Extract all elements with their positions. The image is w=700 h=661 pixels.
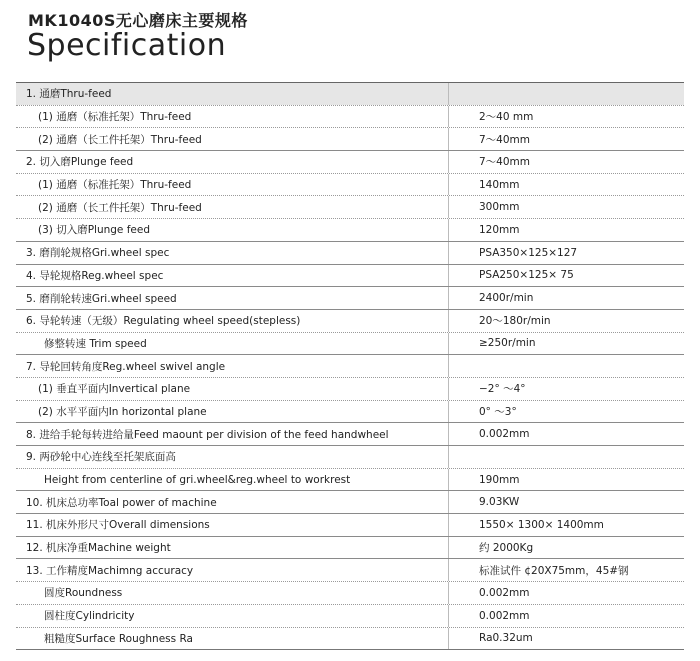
spec-label: 4. 导轮规格Reg.wheel spec xyxy=(26,269,164,282)
spec-row xyxy=(16,354,684,377)
spec-value: 1550× 1300× 1400mm xyxy=(448,514,684,536)
spec-row xyxy=(16,490,684,513)
spec-row xyxy=(16,150,684,173)
spec-value: 7～40mm xyxy=(448,128,684,150)
spec-value: 120mm xyxy=(448,219,684,241)
spec-label: Height from centerline of gri.wheel&reg.wheel to workrest xyxy=(44,473,351,486)
spec-label: 3. 磨削轮规格Gri.wheel spec xyxy=(26,247,170,260)
spec-value: ≥250r/min xyxy=(448,333,684,355)
spec-row xyxy=(16,377,684,400)
spec-label: (3) 切入磨Plunge feed xyxy=(38,224,151,237)
spec-row xyxy=(16,445,684,468)
spec-label: 12. 机床净重Machine weight xyxy=(26,542,171,555)
spec-value: 190mm xyxy=(448,469,684,491)
spec-row xyxy=(16,127,684,150)
spec-value: 300mm xyxy=(448,196,684,218)
spec-row xyxy=(16,264,684,287)
spec-row xyxy=(16,558,684,581)
spec-value: −2° ～4° xyxy=(448,378,684,400)
spec-label: 8. 进给手轮每转进给量Feed maount per division of the feed handwheel xyxy=(26,428,389,441)
spec-value xyxy=(448,355,684,377)
spec-value: 7～40mm xyxy=(448,151,684,173)
spec-label: 10. 机床总功率Toal power of machine xyxy=(26,496,217,509)
spec-value: PSA350×125×127 xyxy=(448,242,684,264)
spec-row xyxy=(16,286,684,309)
spec-row xyxy=(16,105,684,128)
spec-label: (1) 通磨（标准托架）Thru-feed xyxy=(38,179,192,192)
spec-label: 1. 通磨Thru-feed xyxy=(26,88,112,101)
spec-label: 2. 切入磨Plunge feed xyxy=(26,156,134,169)
spec-label: 6. 导轮转速（无级）Regulating wheel speed(stepless) xyxy=(26,315,301,328)
spec-value: 约 2000Kg xyxy=(448,537,684,559)
spec-row xyxy=(16,581,684,604)
spec-value: 2400r/min xyxy=(448,287,684,309)
spec-row xyxy=(16,309,684,332)
spec-label: 圆柱度Cylindricity xyxy=(44,610,135,623)
spec-label: (2) 通磨（长工件托架）Thru-feed xyxy=(38,201,202,214)
spec-row xyxy=(16,513,684,536)
spec-row xyxy=(16,422,684,445)
spec-value: PSA250×125× 75 xyxy=(448,265,684,287)
spec-value: 140mm xyxy=(448,174,684,196)
spec-row xyxy=(16,627,684,650)
spec-label: 7. 导轮回转角度Reg.wheel swivel angle xyxy=(26,360,226,373)
spec-row xyxy=(16,468,684,491)
spec-value xyxy=(448,446,684,468)
spec-row xyxy=(16,604,684,627)
spec-row xyxy=(16,400,684,423)
spec-row xyxy=(16,195,684,218)
spec-value: 0.002mm xyxy=(448,423,684,445)
spec-row xyxy=(16,82,684,105)
title-chinese: MK1040S无心磨床主要规格 xyxy=(28,11,248,30)
spec-table xyxy=(16,82,684,650)
spec-row xyxy=(16,332,684,355)
spec-label: (2) 水平平面内In horizontal plane xyxy=(38,405,207,418)
spec-row xyxy=(16,536,684,559)
spec-value: Ra0.32um xyxy=(448,628,684,650)
spec-value: 2～40 mm xyxy=(448,106,684,128)
spec-value: 20～180r/min xyxy=(448,310,684,332)
spec-label: 9. 两砂轮中心连线至托架底面高 xyxy=(26,451,176,464)
spec-label: 5. 磨削轮转速Gri.wheel speed xyxy=(26,292,177,305)
spec-label: 修整转速 Trim speed xyxy=(44,337,147,350)
spec-value: 9.03KW xyxy=(448,491,684,513)
spec-label: (2) 通磨（长工件托架）Thru-feed xyxy=(38,133,202,146)
spec-value: 0° ～3° xyxy=(448,401,684,423)
spec-value: 标准试件 ¢20X75mm，45#钢 xyxy=(448,559,684,581)
spec-row xyxy=(16,241,684,264)
spec-label: 圆度Roundness xyxy=(44,587,123,600)
spec-label: 11. 机床外形尺寸Overall dimensions xyxy=(26,519,210,532)
spec-label: 13. 工作精度Machimng accuracy xyxy=(26,564,194,577)
spec-row xyxy=(16,218,684,241)
spec-label: (1) 通磨（标准托架）Thru-feed xyxy=(38,111,192,124)
spec-label: (1) 垂直平面内Invertical plane xyxy=(38,383,191,396)
spec-value: 0.002mm xyxy=(448,605,684,627)
spec-row xyxy=(16,173,684,196)
spec-label: 粗糙度Surface Roughness Ra xyxy=(44,632,193,645)
spec-value xyxy=(448,83,684,105)
title-english: Specification xyxy=(27,28,227,63)
spec-value: 0.002mm xyxy=(448,582,684,604)
